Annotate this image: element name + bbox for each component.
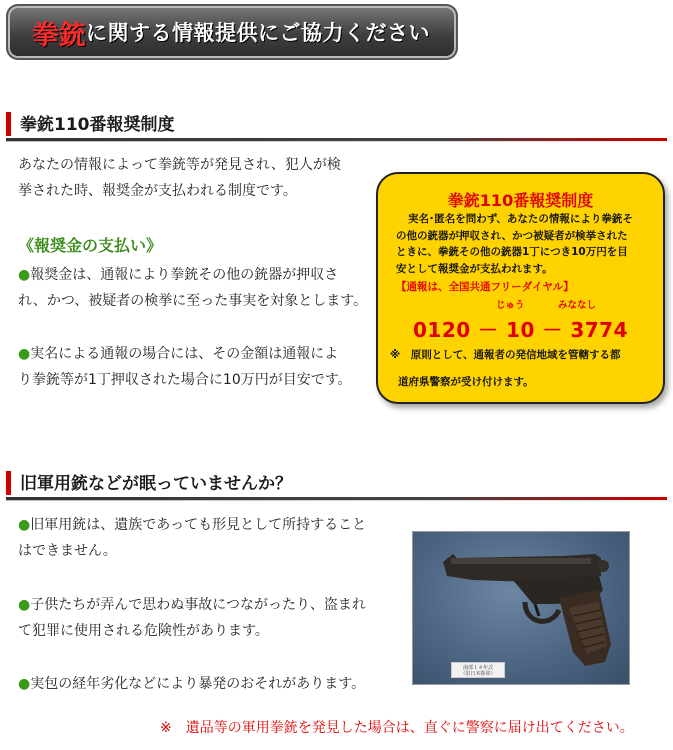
payment-paragraph-1: ●報奨金は、通報により拳銃その他の銃器が押収さ れ、かつ、被疑者の検挙に至った事実を対象とします。: [18, 267, 368, 309]
bullet-icon: ●: [18, 517, 31, 533]
section-header-reward: [6, 110, 667, 142]
section-marker: [6, 112, 11, 136]
info-box-title: 拳銃110番報奨制度: [447, 191, 594, 210]
nambu-pistol-icon: [413, 532, 630, 685]
hotline-phone-number[interactable]: 0120 － 10 － 3774: [412, 318, 628, 342]
intro-line: 挙された時、報奨金が支払われる制度です。: [18, 183, 297, 199]
intro-line: あなたの情報によって拳銃等が発見され、犯人が検: [18, 157, 341, 173]
info-box-note-cont: 道府県警察が受け付けます。: [398, 376, 534, 388]
section-marker: [6, 471, 11, 495]
banner-title-rest: に関する情報提供にご協力ください: [86, 21, 430, 45]
header-banner: [6, 4, 458, 60]
final-warning-note: ※ 遺品等の軍用拳銃を発見した場合は、直ぐに警察に届け出てください。: [160, 720, 634, 736]
photo-caption-plaque: 南部１４年式 （旧日本陸軍）: [451, 662, 505, 678]
military-paragraph-3: ●実包の経年劣化などにより暴発のおそれがあります。: [18, 676, 366, 692]
bullet-icon: ●: [18, 346, 31, 362]
info-box-body: 実名･匿名を問わず、あなたの情報により拳銃そ の他の銃器が押収され、かつ被疑者が検挙された ときに、拳銃その他の銃器1丁につき10万円を目 安として報奨金が支払われます。: [396, 213, 633, 275]
hotline-subheading: 【通報は、全国共通フリーダイヤル】: [396, 281, 574, 293]
phone-ruby-juu: じゅう: [496, 300, 525, 311]
pistol-photo: [412, 531, 630, 685]
payment-paragraph-2: ●実名による通報の場合には、その金額は通報によ り拳銃等が1丁押収された場合に10万円が目安です。: [18, 346, 352, 388]
reward-info-box: [376, 172, 665, 404]
banner-title-red: 拳銃: [32, 19, 86, 51]
section-title-reward: 拳銃110番報奨制度: [20, 115, 175, 135]
bullet-icon: ●: [18, 676, 31, 692]
reward-intro: [18, 152, 341, 204]
section-header-military-guns: [6, 469, 667, 501]
military-paragraph-1: ●旧軍用銃は、遺族であっても形見として所持すること はできません。: [18, 517, 367, 559]
section-title-military-guns: 旧軍用銃などが眠っていませんか？: [20, 474, 292, 494]
phone-ruby-minanashi: みななし: [558, 300, 597, 311]
bullet-icon: ●: [18, 267, 31, 283]
military-paragraph-2: ●子供たちが弄んで思わぬ事故につながったり、盗まれ て犯罪に使用される危険性があります。: [18, 597, 366, 639]
payment-heading: 《報奨金の支払い》: [18, 236, 163, 255]
info-box-note: ※ 原則として、通報者の発信地域を管轄する都: [390, 349, 621, 361]
bullet-icon: ●: [18, 597, 31, 613]
